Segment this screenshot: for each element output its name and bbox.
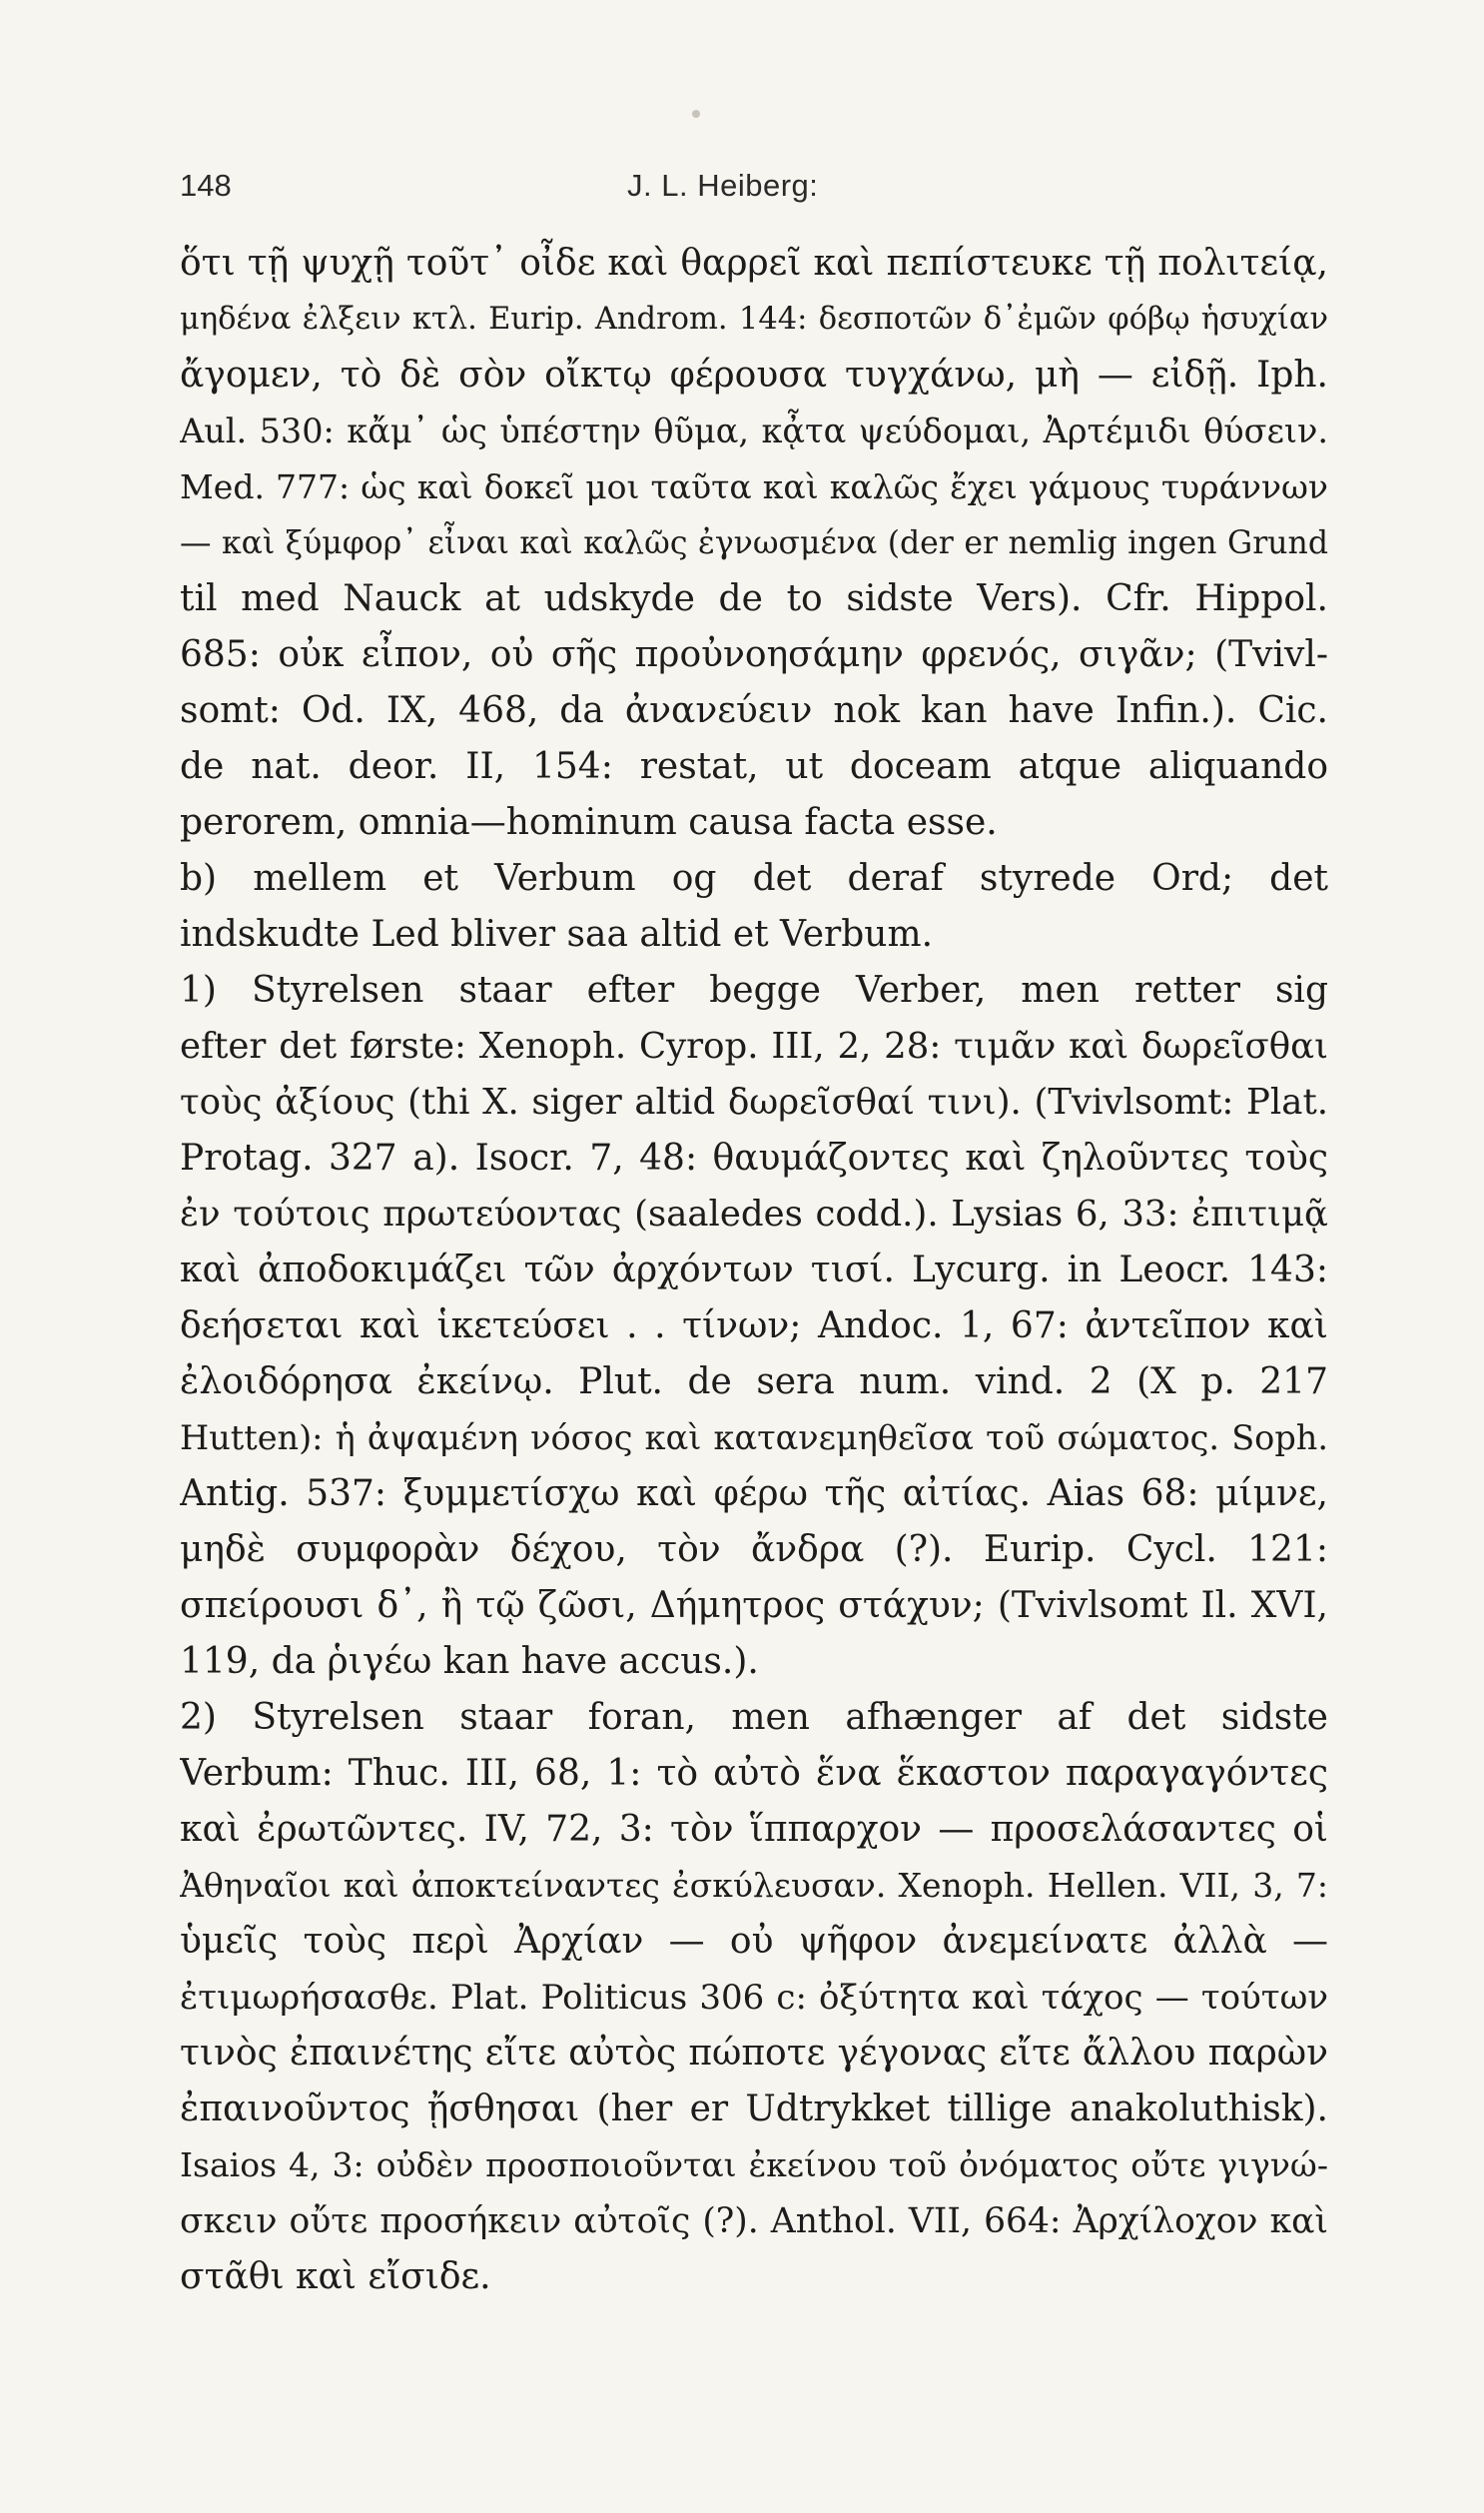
text-line: καὶ ἀποδοκιμάζει τῶν ἀρχόντων τισί. Lycurg. in Leocr. 143:: [180, 1250, 1328, 1290]
text-line: τοὺς ἀξίους (thi X. siger altid δωρεῖσθαί τινι). (Tvivlsomt: Plat.: [180, 1082, 1328, 1123]
text-line: Antig. 537: ξυμμετίσχω καὶ φέρω τῆς αἰτίας. Aias 68: μίμνε,: [180, 1473, 1328, 1514]
text-line: somt: Od. IX, 468, da ἀνανεύειν nok kan have Infin.). Cic.: [180, 690, 1328, 731]
text-line: μηδένα ἐλξειν κτλ. Eurip. Androm. 144: δεσποτῶν δ᾽ἐμῶν φόβῳ ἡσυχίαν: [180, 302, 1328, 337]
page-header: [180, 168, 1328, 216]
text-line: σκειν οὔτε προσήκειν αὐτοῖς (?). Anthol. VII, 664: Ἀρχίλοχον καὶ: [180, 2201, 1328, 2241]
text-line: de nat. deor. II, 154: restat, ut doceam atque aliquando: [180, 746, 1328, 787]
text-line: ἄγομεν, τὸ δὲ σὸν οἴκτῳ φέρουσα τυγχάνω, μὴ — εἰδῇ. Iph.: [180, 355, 1328, 396]
page-number: 148: [180, 168, 232, 203]
text-line: μηδὲ συμφορὰν δέχου, τὸν ἄνδρα (?). Eurip. Cycl. 121:: [180, 1529, 1328, 1570]
text-line: σπείρουσι δ᾽, ἢ τῷ ζῶσι, Δήμητρος στάχυν; (Tvivlsomt Il. XVI,: [180, 1585, 1328, 1626]
text-line: indskudte Led bliver saa altid et Verbum.: [180, 914, 934, 955]
text-line: ὑμεῖς τοὺς περὶ Ἀρχίαν — οὐ ψῆφον ἀνεμείνατε ἀλλὰ —: [180, 1921, 1328, 1962]
text-line: καὶ ἐρωτῶντες. IV, 72, 3: τὸν ἵππαρχον — προσελάσαντες οἱ: [180, 1809, 1328, 1850]
text-line: ἐν τούτοις πρωτεύοντας (saaledes codd.). Lysias 6, 33: ἐπιτιμᾷ: [180, 1194, 1328, 1235]
text-line: 119, da ῥιγέω kan have accus.).: [180, 1641, 759, 1682]
text-line: ἐτιμωρήσασθε. Plat. Politicus 306 c: ὀξύτητα καὶ τάχος — τούτων: [180, 1978, 1328, 2018]
text-line: ὅτι τῇ ψυχῇ τοῦτ᾽ οἶδε καὶ θαρρεῖ καὶ πεπίστευκε τῇ πολιτείᾳ,: [180, 243, 1328, 284]
text-line: b) mellem et Verbum og det deraf styrede Ord; det: [180, 858, 1328, 899]
text-line: ἐπαινοῦντος ᾔσθησαι (her er Udtrykket tillige anakoluthisk).: [180, 2089, 1328, 2129]
text-line: til med Nauck at udskyde de to sidste Vers). Cfr. Hippol.: [180, 578, 1328, 619]
text-line: perorem, omnia—hominum causa facta esse.: [180, 802, 998, 843]
text-line: 685: οὐκ εἶπον, οὐ σῆς προὐνοησάμην φρενός, σιγᾶν; (Tvivl-: [180, 634, 1328, 675]
scan-speck: [692, 110, 700, 118]
text-line: Ἀθηναῖοι καὶ ἀποκτείναντες ἐσκύλευσαν. Xenoph. Hellen. VII, 3, 7:: [180, 1866, 1328, 1905]
body-text: [180, 236, 1328, 2305]
text-line: Med. 777: ὡς καὶ δοκεῖ μοι ταῦτα καὶ καλῶς ἔχει γάμους τυράννων: [180, 467, 1328, 506]
text-line: efter det første: Xenoph. Cyrop. III, 2, 28: τιμᾶν καὶ δωρεῖσθαι: [180, 1026, 1328, 1067]
text-line: 1) Styrelsen staar efter begge Verber, men retter sig: [180, 970, 1328, 1011]
text-line: 2) Styrelsen staar foran, men afhænger af det sidste: [180, 1697, 1328, 1738]
text-line: τινὸς ἐπαινέτης εἴτε αὐτὸς πώποτε γέγονας εἴτε ἄλλου παρὼν: [180, 2033, 1328, 2074]
text-line: δεήσεται καὶ ἱκετεύσει . . τίνων; Andoc. 1, 67: ἀντεῖπον καὶ: [180, 1305, 1328, 1346]
text-line: — καὶ ξύμφορ᾽ εἶναι καὶ καλῶς ἐγνωσμένα (der er nemlig ingen Grund: [180, 525, 1328, 561]
text-line: Aul. 530: κἄμ᾽ ὡς ὑπέστην θῦμα, κᾆτα ψεύδομαι, Ἀρτέμιδι θύσειν.: [180, 412, 1328, 450]
text-line: Verbum: Thuc. III, 68, 1: τὸ αὐτὸ ἕνα ἕκαστον παραγαγόντες: [180, 1753, 1328, 1794]
running-head: J. L. Heiberg:: [627, 168, 819, 203]
text-line: Isaios 4, 3: οὐδὲν προσποιοῦνται ἐκείνου τοῦ ὀνόματος οὔτε γιγνώ-: [180, 2145, 1328, 2184]
text-line: στᾶθι καὶ εἴσιδε.: [180, 2256, 491, 2297]
text-line: Hutten): ἡ ἀψαμένη νόσος καὶ κατανεμηθεῖσα τοῦ σώματος. Soph.: [180, 1418, 1328, 1457]
text-line: Protag. 327 a). Isocr. 7, 48: θαυμάζοντες καὶ ζηλοῦντες τοὺς: [180, 1138, 1328, 1179]
text-line: ἐλοιδόρησα ἐκείνῳ. Plut. de sera num. vind. 2 (X p. 217: [180, 1361, 1328, 1402]
